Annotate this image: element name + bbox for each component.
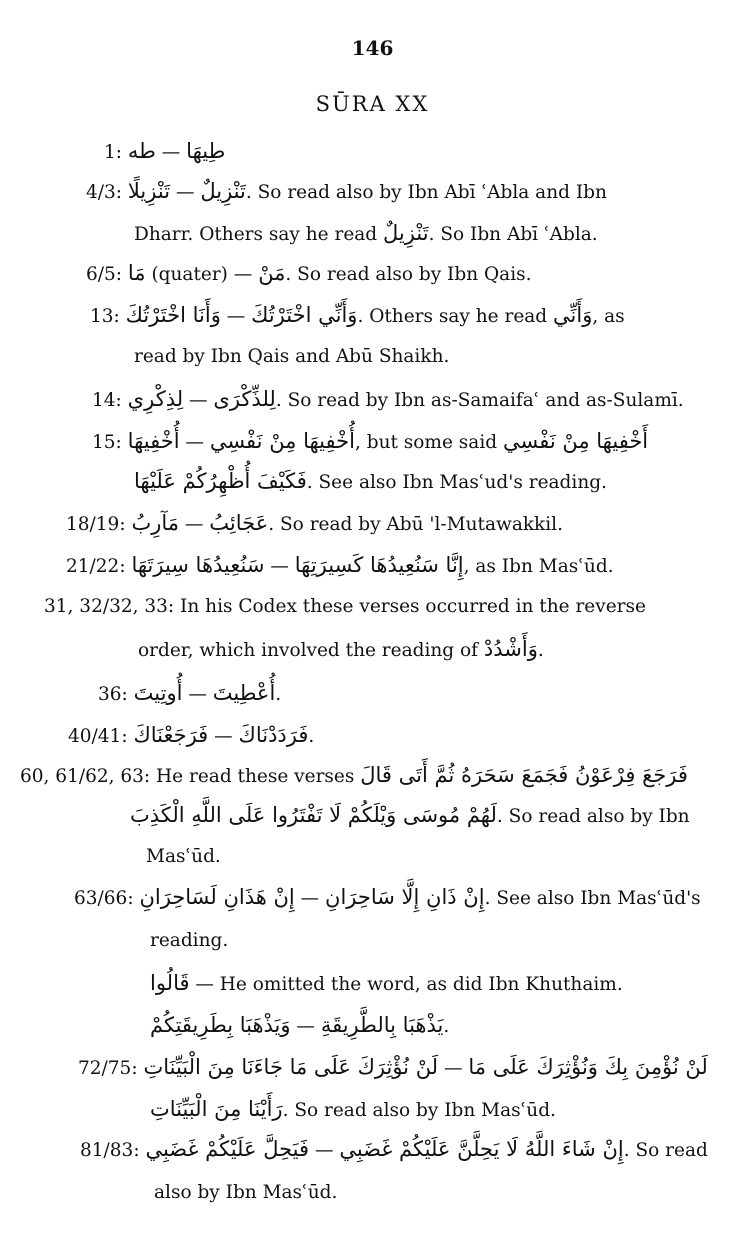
arabic-reading: وَأَنِّي اخْتَرْتُكَ [251, 303, 358, 327]
commentary: , as Ibn Masʿūd. [463, 556, 614, 577]
commentary: . Others say he read [357, 306, 548, 327]
arabic-reading: أُعْطِيتَ [212, 681, 276, 705]
entry-4-3 [86, 176, 607, 208]
verse-ref: 40/41: [68, 726, 128, 747]
verse-ref: 6/5: [86, 264, 123, 285]
commentary: . So Ibn Abī ʿAbla. [428, 224, 598, 245]
entry-18-19 [66, 508, 563, 540]
verse-ref: 18/19: [66, 514, 126, 535]
verse-ref: 1: [104, 142, 123, 163]
arabic-reading: قَالُوا [150, 971, 190, 995]
arabic-reading: لِذِكْرِي [127, 387, 184, 411]
arabic-reading: أُخْفِيهَا مِنْ نَفْسِي [209, 429, 355, 453]
dash: — [300, 888, 320, 909]
commentary: Dharr. Others say he read [134, 224, 378, 245]
dash: — [443, 1058, 463, 1079]
dash: — [188, 684, 207, 705]
arabic-variant: مَآرِبُ [131, 511, 179, 535]
arabic-reading: لَهُمْ مُوسَى وَيْلَكُمْ لَا تَفْتَرُوا عَلَى اللَّهِ الْكَذِبَ [130, 803, 497, 827]
entry-21-22 [66, 550, 614, 582]
commentary: (quater) — [151, 264, 253, 285]
arabic-variant: تَنْزِيلٌ [200, 179, 246, 203]
arabic-reading: وَأَشْدُدْ [483, 637, 538, 661]
arabic-reading: مَا [127, 261, 146, 285]
verse-ref: 63/66: [74, 888, 134, 909]
arabic-variant: وَأَنَا اخْتَرْتُكَ [125, 303, 221, 327]
entry-13-cont [134, 342, 449, 372]
arabic-variant: سَنُعِيدُهَا سِيرَتَهَا [131, 553, 265, 577]
commentary: In his Codex these verses occurred in the reverse [180, 596, 646, 617]
commentary: order, which involved the reading of [138, 640, 479, 661]
commentary: . So read by Ibn as-Samaifaʿ and as-Sulamī. [275, 390, 684, 411]
verse-ref: 4/3: [86, 182, 123, 203]
entry-60-63-cont [130, 800, 690, 832]
dash: — [185, 432, 204, 453]
verse-ref: 31, 32/32, 33: [44, 596, 175, 617]
entry-63-66 [74, 882, 701, 914]
entry-yadhhaba [150, 1010, 449, 1042]
commentary: . So read by Abū 'l-Mutawakkil. [268, 514, 563, 535]
verse-ref: 21/22: [66, 556, 126, 577]
commentary: . So read [623, 1140, 708, 1161]
entry-81-83 [80, 1134, 708, 1166]
entry-15-cont [134, 466, 607, 498]
dash: — [296, 1016, 315, 1037]
entry-36 [98, 678, 281, 710]
entry-6-5 [86, 258, 532, 290]
arabic-variant: أُخْفِيهَا [127, 429, 180, 453]
arabic-variant: طه [127, 139, 156, 163]
commentary: . [537, 640, 544, 661]
dash: — [270, 556, 289, 577]
arabic-reading: تَنْزِيلٌ [383, 221, 429, 245]
dash: — [161, 142, 181, 163]
verse-ref: 13: [90, 306, 120, 327]
verse-ref: 81/83: [80, 1140, 140, 1161]
entry-15 [92, 426, 648, 458]
commentary: also by Ibn Masʿūd. [154, 1182, 338, 1203]
commentary: . [443, 1016, 450, 1037]
arabic-variant: مَنْ [258, 261, 286, 285]
commentary: . So read also by Ibn [496, 806, 690, 827]
entry-81-83-cont [154, 1178, 337, 1208]
arabic-variant: فَيَحِلَّ عَلَيْكُمْ غَضَبِي [145, 1137, 310, 1161]
commentary: , as [592, 306, 625, 327]
commentary: He read these verses [156, 766, 355, 787]
verse-ref: 36: [98, 684, 128, 705]
verse-ref: 72/75: [78, 1058, 138, 1079]
arabic-variant: فَرَجَعْنَاكَ [133, 723, 209, 747]
arabic-reading: إِنْ ذَانِ إِلَّا سَاحِرَانِ [325, 885, 485, 909]
dash: — [214, 726, 233, 747]
commentary: reading. [150, 930, 229, 951]
entry-60-63 [20, 760, 688, 792]
entry-31-33 [44, 592, 646, 622]
arabic-reading: طِيهَا [186, 139, 226, 163]
arabic-reading: فَكَيْفَ أُظْهِرُكُمْ عَلَيْهَا [134, 469, 307, 493]
verse-ref: 15: [92, 432, 122, 453]
commentary: read by Ibn Qais and Abū Shaikh. [134, 346, 450, 367]
entry-14 [92, 384, 684, 416]
verse-ref: 14: [92, 390, 122, 411]
entry-72-75 [78, 1052, 708, 1084]
entry-1 [104, 136, 225, 168]
page-title: SŪRA XX [315, 92, 430, 116]
arabic-reading: فَرَجَعَ فِرْعَوْنُ فَجَمَعَ سَحَرَهُ ثُمَّ أَتَى قَالَ [360, 763, 688, 787]
arabic-reading: تَنْزِيلًا [127, 179, 171, 203]
commentary: Masʿūd. [146, 846, 221, 867]
entry-72-75-cont [150, 1094, 556, 1126]
commentary: . So read also by Ibn Masʿūd. [282, 1100, 556, 1121]
commentary: — He omitted the word, as did Ibn Khuthaim. [195, 974, 623, 995]
entry-60-63-cont2 [146, 842, 221, 872]
entry-13 [90, 300, 625, 332]
entry-qalu [150, 968, 623, 1000]
entry-4-3-cont [134, 218, 598, 250]
commentary: . [308, 726, 315, 747]
dash: — [175, 182, 195, 203]
verse-ref: 60, 61/62, 63: [20, 766, 151, 787]
arabic-reading: رَأَيْنَا مِنَ الْبَيِّنَاتِ [150, 1097, 283, 1121]
arabic-reading: يَذْهَبَا بِالطَّرِيقَةِ [320, 1013, 444, 1037]
commentary: . So read also by Ibn Qais. [285, 264, 532, 285]
commentary: . See also Ibn Masʿūd's [484, 888, 701, 909]
entry-63-66-cont [150, 926, 228, 956]
arabic-variant: لِلذِّكْرَى [213, 387, 276, 411]
arabic-reading: عَجَائِبُ [209, 511, 269, 535]
page-number: 146 [351, 36, 394, 60]
dash: — [184, 514, 204, 535]
arabic-reading: فَرَدَدْنَاكَ [238, 723, 309, 747]
dash: — [189, 390, 208, 411]
commentary: . See also Ibn Masʿud's reading. [306, 472, 607, 493]
arabic-reading: لَنْ نُؤْمِنَ بِكَ وَنُؤْثِرَكَ عَلَى مَا [468, 1055, 708, 1079]
commentary: , but some said [354, 432, 498, 453]
dash: — [226, 306, 246, 327]
arabic-variant: لَنْ نُؤْثِرَكَ عَلَى مَا جَاءَنَا مِنَ الْبَيِّنَاتِ [143, 1055, 439, 1079]
arabic-variant: أُوتِيتَ [133, 681, 183, 705]
commentary: . So read also by Ibn Abī ʿAbla and Ibn [245, 182, 607, 203]
arabic-reading: إِنْ شَاءَ اللَّهُ لَا يَحِلَّنَّ عَلَيْكُمْ غَضَبِي [339, 1137, 624, 1161]
arabic-reading: إِنَّا سَنُعِيدُهَا كَسِيرَتِهَا [294, 553, 464, 577]
entry-31-33-cont [138, 634, 544, 666]
dash: — [314, 1140, 334, 1161]
commentary: . [275, 684, 282, 705]
entry-40-41 [68, 720, 314, 752]
arabic-variant: إِنْ هَذَانِ لَسَاحِرَانِ [139, 885, 295, 909]
arabic-reading: وَأَنِّي [553, 303, 593, 327]
arabic-variant: وَيَذْهَبَا بِطَرِيقَتِكُمْ [150, 1013, 291, 1037]
arabic-reading: أَخْفِيهَا مِنْ نَفْسِي [502, 429, 649, 453]
